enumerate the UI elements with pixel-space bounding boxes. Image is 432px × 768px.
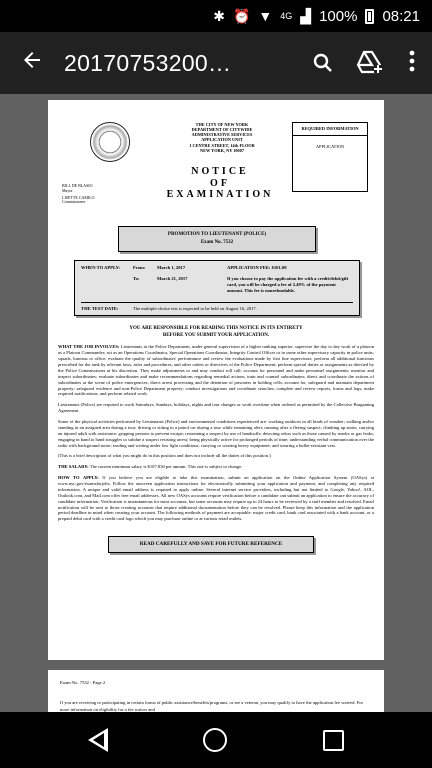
- agency-address: THE CITY OF NEW YORK DEPARTMENT OF CITYWIDE ADMINISTRATIVE SERVICES APPLICATION UNIT 1 CENTRE STREET, 14th FLOOR NEW YORK, NY 10007: [189, 122, 255, 153]
- network-type: 4G: [280, 11, 293, 21]
- job-text: Lieutenants in the Police Department, under general supervision of a higher ranking superior, supervise the day to day work of a platoon as a Platoon Commander; act as an Operations Coordinator, Special Operations Coordinator, Integrity Control Officer or in some other supervisory capacity in police units, squads, bureaus or office; evaluate the quality of subordinates' performance and review the evaluations made by first line supervisors; perform all additional functions prescribed for the rank by relevant laws, rules and procedures, and other orders or directives of the Police Department; perform special duties or assignments as directed by the Police Commissioner at his discretion. They make adjustments to and may conduct roll call; account for personnel and make personnel assignments; monitor and inspect subordinates; evaluate subordinates and make recommendations regarding remedial actions; train and counsel subordinates; direct and coordinate the actions of subordinates at the scene of police emergencies; direct arrest processing and the detention of prisoners in holding cells; account for, safeguard and maintain department property; safeguard evidence and non-Police Department property; conduct investigations and coordinate searches; complete and review reports, forms and logs; make required notifications; and perform related work.: [58, 344, 375, 397]
- page-2-text: If you are receiving or participating in certain forms of public assistance/benefits/programs, or are a veteran, you may qualify to have the application fee waived. For more information on eligibility for a fee waiver and: [60, 700, 364, 712]
- bluetooth-icon: ✱: [213, 7, 225, 24]
- battery-icon: [365, 9, 374, 24]
- notice-title: NOTICE OF EXAMINATION: [166, 166, 274, 200]
- promotion-title: PROMOTION TO LIEUTENANT (POLICE): [167, 232, 267, 237]
- drive-add-icon[interactable]: [346, 40, 392, 86]
- physical-text: Some of the physical activities performed by Lieutenants (Police) and environmental conditions experienced are: working outdoors in all kinds of weather; walking and/or standing in an assigned area during a tour; driving or sitting in a patrol car during a tour while remaining alert; running after a fleeing suspect; climbing up stairs; carrying an injured adult with assistance; gripping persons to prevent escape; restraining a suspect by use of handcuffs; detecting odors such as those caused by smoke or gas leaks; engaging in hand to hand struggles to subdue a suspect resisting arrest; being physically active for prolonged periods of time; understanding verbal communication over the radio with background noise; reading and writing under low light conditions; carrying or wearing heavy equipment; and wearing a bullet-resistant vest.: [58, 419, 374, 448]
- hours-text: Lieutenants (Police) are required to work Saturdays, Sundays, holidays, nights and tour changes or work overtime when ordered as permitted by the Collective Bargaining Agreement.: [58, 402, 374, 414]
- brief-text: (This is a brief description of what you might do in this position and does not include all the duties of this position.): [58, 453, 271, 459]
- test-date-text: The multiple-choice test is expected to be held on August 16, 2017.: [133, 305, 257, 311]
- from-label: From:: [133, 265, 146, 270]
- from-date: March 1, 2017: [157, 265, 186, 270]
- job-label: WHAT THE JOB INVOLVES:: [58, 344, 120, 350]
- fee-label: APPLICATION FEE: $101.00: [227, 265, 287, 270]
- alarm-icon: ⏰: [232, 7, 251, 24]
- salary-section: [58, 464, 374, 470]
- promotion-box: [118, 226, 316, 252]
- exam-number: Exam No. 7532: [200, 240, 234, 245]
- apply-box: [74, 260, 360, 316]
- salary-label: THE SALARY:: [58, 464, 89, 470]
- responsible-notice: YOU ARE RESPONSIBLE FOR READING THIS NOTICE IN ITS ENTIRETY BEFORE YOU SUBMIT YOUR APPLICATION.: [129, 326, 303, 338]
- battery-percent: 100%: [319, 7, 358, 25]
- fee-text: If you choose to pay the application fee with a credit/debit/gift card, you will be charged a fee of 2.49% of the payment amount. This fee is nonrefundable.: [227, 275, 349, 293]
- required-info-title: REQUIRED INFORMATION: [293, 123, 367, 136]
- back-arrow-icon[interactable]: [0, 48, 64, 78]
- to-date: March 21, 2017: [157, 275, 188, 281]
- pdf-page-1: [48, 100, 384, 660]
- document-title: 20170753200…: [64, 49, 232, 76]
- how-to-apply-section: [58, 475, 374, 522]
- search-icon[interactable]: [300, 40, 346, 86]
- salary-text: The current minimum salary is $107,830 per annum. This rate is subject to change.: [89, 464, 243, 470]
- officials: [62, 184, 95, 205]
- app-bar: [0, 32, 432, 94]
- how-to-apply-label: HOW TO APPLY:: [58, 475, 99, 481]
- how-to-apply-text: If you believe you are eligible to take this examination, submit an application on the Online Application System (OASys) at www.nyc.gov/examsforjobs. Follow the onscreen application instructions for electronically submitting your application and payment, and completing any required information. A unique and valid email address is required to apply online. Several internet service providers, including but not limited to Google, Yahoo!, AOL, Outlook.com, and Mail.com offer free email addresses. All new OASys accounts require verification before a candidate can submit an application to ensure the accuracy of candidate information. Verification is instantaneous for most accounts, but some accounts may require up to 24 hours to be reviewed by a staff member and resolved. Email notification will be sent to those creating accounts that require additional documentation before they can be resolved. Please keep this information and the application period deadline in mind when creating your account. The following methods of payment are acceptable: major credit card, bank card associated with a bank account, or a prepaid debit card with a credit card logo which you may purchase online or at various retail outlets.: [58, 475, 374, 522]
- more-vert-icon[interactable]: [392, 50, 432, 76]
- document-viewer[interactable]: [0, 94, 432, 712]
- required-info-value: APPLICATION: [315, 143, 345, 149]
- mayor-name: BILL DE BLASIO Mayor: [62, 183, 93, 193]
- wifi-icon: ▼: [258, 8, 273, 24]
- pdf-page-2: [48, 670, 384, 712]
- test-date-label: THE TEST DATE:: [81, 305, 119, 311]
- navigation-bar: [0, 712, 432, 768]
- job-section: [58, 344, 374, 397]
- status-bar: [0, 0, 432, 32]
- when-label: WHEN TO APPLY:: [81, 265, 121, 270]
- commissioner-name: LISETTE CAMILO Commissioner: [62, 194, 95, 205]
- nav-back-icon[interactable]: [88, 728, 108, 752]
- clock: 08:21: [382, 7, 420, 25]
- notice-header: [58, 106, 374, 220]
- page-2-label: Exam No. 7532 - Page 2: [60, 680, 106, 685]
- nav-home-icon[interactable]: [203, 728, 227, 752]
- save-reference-box: READ CAREFULLY AND SAVE FOR FUTURE REFERENCE: [108, 536, 314, 553]
- city-seal-icon: [90, 122, 130, 162]
- required-info-box: [292, 122, 368, 192]
- signal-icon: ▟: [300, 7, 312, 24]
- nav-recents-icon[interactable]: [323, 730, 344, 751]
- to-label: To:: [133, 275, 140, 281]
